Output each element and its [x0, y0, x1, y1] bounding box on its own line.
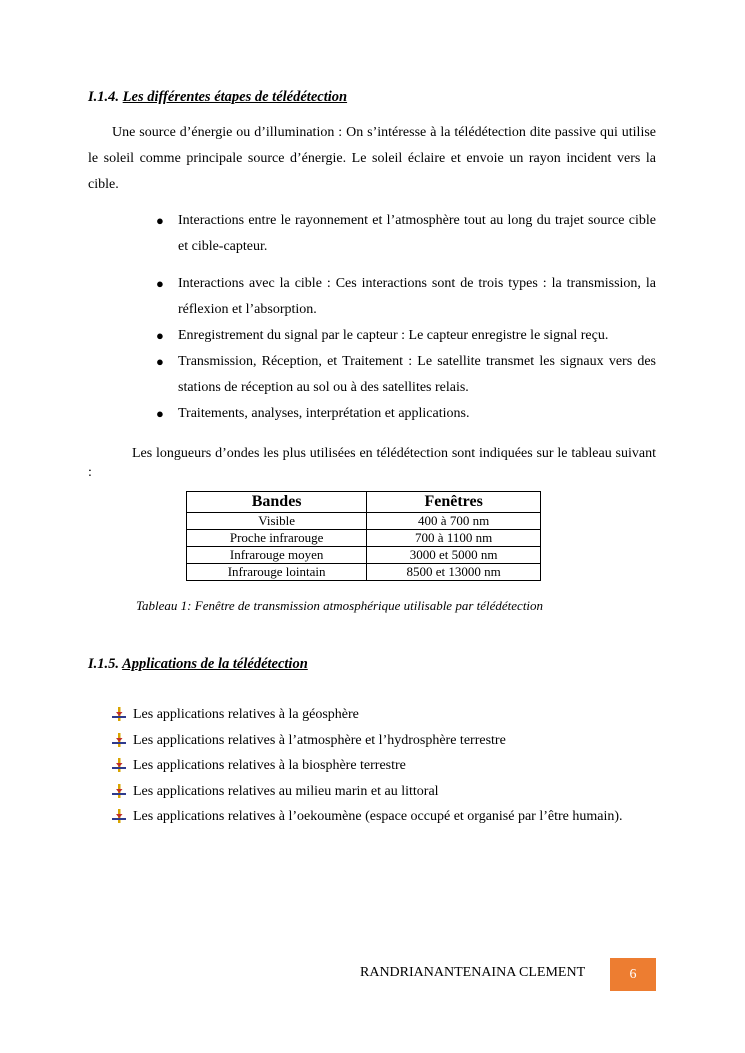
- table-cell: 700 à 1100 nm: [367, 530, 541, 547]
- list-item: ● Interactions avec la cible : Ces interactions sont de trois types : la transmission, la réflexion et l’absorption.: [88, 271, 656, 323]
- section-heading-1-1-4: [88, 89, 347, 106]
- section-heading-1-1-5: [88, 656, 308, 673]
- table-row: [187, 530, 541, 547]
- section-title: Applications de la télédétection: [122, 656, 308, 672]
- list-item: Les applications relatives au milieu marin et au littoral: [112, 779, 632, 805]
- column-header-fenetres: Fenêtres: [367, 492, 541, 513]
- page-number-badge: 6: [610, 958, 656, 991]
- section-number: I.1.5.: [88, 656, 120, 672]
- table-cell: Infrarouge lointain: [187, 564, 367, 581]
- table-intro-paragraph: Les longueurs d’ondes les plus utilisées en télédétection sont indiquées sur le tableau suivant :: [88, 446, 656, 480]
- bullet-icon: ●: [156, 276, 164, 291]
- list-item: ● Enregistrement du signal par le capteur : Le capteur enregistre le signal reçu.: [88, 323, 656, 349]
- bullet-icon: ●: [156, 354, 164, 369]
- arrow-bullet-icon: [112, 758, 126, 772]
- steps-list: [88, 208, 656, 427]
- arrow-bullet-icon: [112, 707, 126, 721]
- list-item: Les applications relatives à la géosphère: [112, 702, 632, 728]
- table-row: [187, 547, 541, 564]
- section-title: Les différentes étapes de télédétection: [122, 89, 348, 105]
- table-cell: 8500 et 13000 nm: [367, 564, 541, 581]
- applications-list: [112, 702, 632, 830]
- arrow-bullet-icon: [112, 733, 126, 747]
- arrow-bullet-icon: [112, 809, 126, 823]
- bullet-icon: ●: [156, 213, 164, 228]
- table-cell: 3000 et 5000 nm: [367, 547, 541, 564]
- list-item: Les applications relatives à l’atmosphère et l’hydrosphère terrestre: [112, 728, 632, 754]
- table-cell: Visible: [187, 513, 367, 530]
- column-header-bandes: Bandes: [187, 492, 367, 513]
- footer-author: RANDRIANANTENAINA CLEMENT: [360, 965, 586, 980]
- table-cell: 400 à 700 nm: [367, 513, 541, 530]
- list-item: ● Traitements, analyses, interprétation et applications.: [88, 401, 656, 427]
- list-item: Les applications relatives à la biosphère terrestre: [112, 753, 632, 779]
- bullet-icon: ●: [156, 406, 164, 421]
- bullet-icon: ●: [156, 328, 164, 343]
- arrow-bullet-icon: [112, 784, 126, 798]
- table-row: [187, 564, 541, 581]
- table-cell: Infrarouge moyen: [187, 547, 367, 564]
- list-item: ● Transmission, Réception, et Traitement : Le satellite transmet les signaux vers des stations de réception au sol ou à des satellites relais.: [88, 349, 656, 401]
- table-row: [187, 513, 541, 530]
- table-header-row: [187, 492, 541, 513]
- table-cell: Proche infrarouge: [187, 530, 367, 547]
- section-number: I.1.4.: [88, 89, 120, 105]
- table-caption: Tableau 1: Fenêtre de transmission atmosphérique utilisable par télédétection: [136, 598, 544, 613]
- intro-paragraph: Une source d’énergie ou d’illumination : On s’intéresse à la télédétection dite passive qui utilise le soleil comme principale source d’énergie. Le soleil éclaire et envoie un rayon incident vers la cible.: [88, 125, 656, 192]
- list-item: Les applications relatives à l’oekoumène (espace occupé et organisé par l’être humain).: [112, 804, 632, 830]
- bands-table: [186, 491, 541, 581]
- list-item: ● Interactions entre le rayonnement et l’atmosphère tout au long du trajet source cible et cible-capteur.: [88, 208, 656, 260]
